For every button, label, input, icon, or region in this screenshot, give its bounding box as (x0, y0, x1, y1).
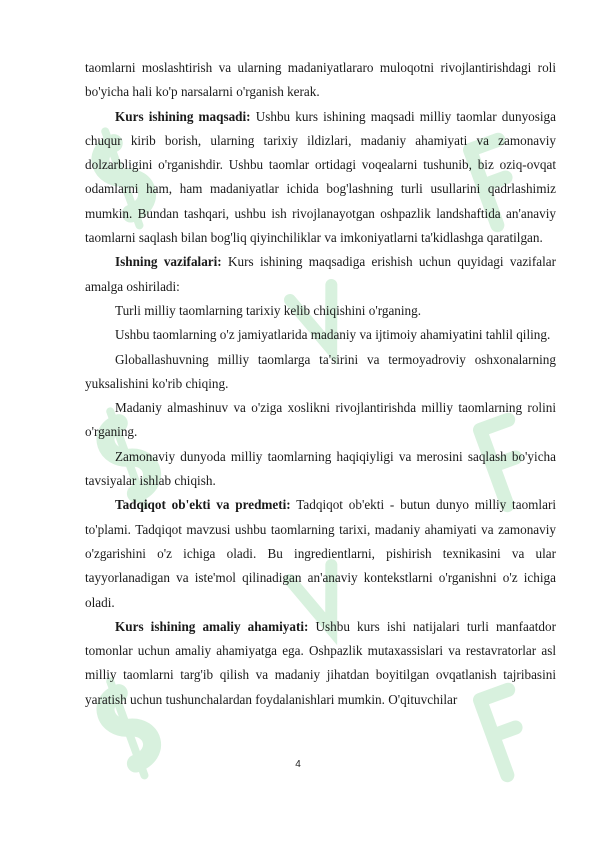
paragraph-text: Kurs ishining maqsadiga erishish uchun quyidagi vazifalar amalga oshiriladi: (85, 254, 556, 294)
paragraph-text: Zamonaviy dunyoda milliy taomlarning haqiqiyligi va merosini saqlash bo'yicha tavsiyalar ishlab chiqish. (85, 448, 556, 489)
paragraph-p0 (85, 56, 556, 105)
paragraph-heading: Tadqiqot ob'ekti va predmeti: (115, 497, 291, 513)
paragraph-p1 (85, 105, 556, 251)
paragraph-heading: Kurs ishining amaliy ahamiyati: (115, 618, 309, 634)
paragraph-heading: Kurs ishining maqsadi: (115, 108, 251, 124)
paragraph-text: Turli milliy taomlarning tarixiy kelib chiqishini o'rganing. (115, 302, 422, 318)
paragraph-p4 (85, 323, 556, 347)
paragraph-p6 (85, 396, 556, 445)
paragraph-text: Ushbu kurs ishining maqsadi milliy taomlar dunyosiga chuqur kirib borish, ularning tarixiy ildizlari, madaniy ahamiyati va zamonaviy dolzarbligini o'rganishdir. Ushbu taomlar ortidagi voqealarni tushunib, biz oziq-ovqat odamlarni ham, ham madaniyatlar ichida bog'lashning turli usullarini qadrlashimiz mumkin. Bundan tashqari, ushbu ish rivojlanayotgan oshpazlik landshaftida an'anaviy taomlarni saqlash bilan bog'liq qiyinchiliklar va imkoniyatlarni ta'kidlashga qaratilgan. (85, 108, 557, 246)
paragraph-p2 (85, 250, 556, 299)
paragraph-text: Ushbu taomlarning o'z jamiyatlarida madaniy va ijtimoiy ahamiyatini tahlil qiling. (115, 327, 551, 343)
body-text (85, 56, 556, 712)
paragraph-p9 (85, 615, 556, 712)
paragraph-text: taomlarni moslashtirish va ularning madaniyatlararo muloqotni rivojlantirishdagi roli bo'yicha hali ko'p narsalarni o'rganish kerak. (85, 60, 556, 100)
paragraph-heading: Ishning vazifalari: (115, 254, 222, 270)
paragraph-text: Ushbu kurs ishi natijalari turli manfaatdor tomonlar uchun amaliy ahamiyatga ega. Oshpazlik mutaxassislari va restavratorlar asl milliy taomlarni targ'ib qilish va madaniy jihatdan boyitilgan ovqatlanish tajribasini yaratish uchun tushunchalardan foydalanishlari mumkin. O'qituvchilar (85, 618, 556, 707)
paragraph-text: Tadqiqot ob'ekti - butun dunyo milliy taomlari to'plami. Tadqiqot mavzusi ushbu taomlarning tarixi, madaniy ahamiyati va zamonaviy o'zgarishini o'z ichiga oladi. Bu ingredientlarni, pishirish texnikasini va ular tayyorlanadigan va iste'mol qilinadigan an'anaviy kontekstlarni o'rganishni o'z ichiga oladi. (85, 497, 556, 610)
paragraph-p5 (85, 348, 556, 397)
paragraph-p8 (85, 493, 556, 614)
paragraph-p3 (85, 299, 556, 323)
paragraph-text: Globallashuvning milliy taomlarga ta'sirini va termoyadroviy oshxonalarning yuksalishini ko'rib chiqing. (85, 351, 556, 391)
paragraph-p7 (85, 445, 556, 494)
page-number: 4 (295, 759, 301, 770)
paragraph-text: Madaniy almashinuv va o'ziga xoslikni rivojlantirishda milliy taomlarning rolini o'rganing. (85, 400, 556, 440)
